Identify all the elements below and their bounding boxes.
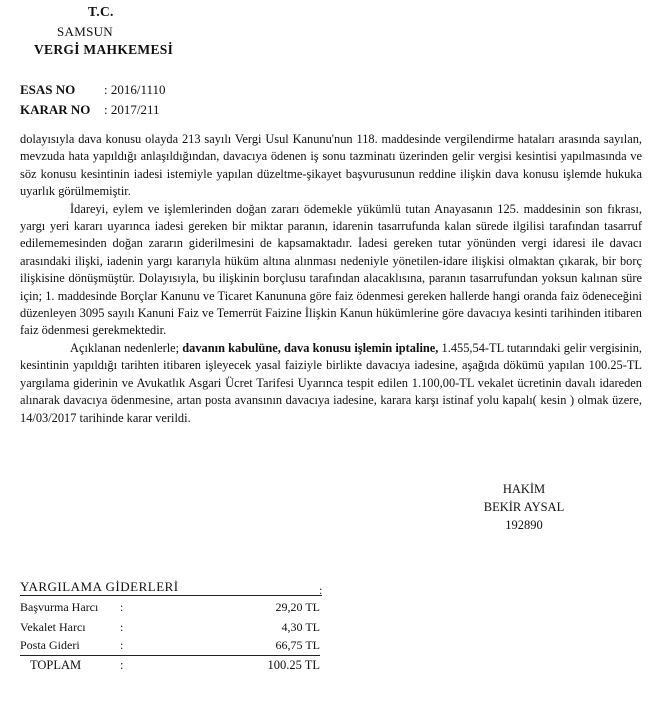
- case-esas-no: [20, 82, 166, 98]
- expense-amount: 66,75 TL: [275, 638, 320, 652]
- judge-id: 192890: [505, 518, 543, 532]
- expense-label: Başvurma Harcı: [20, 600, 99, 614]
- expense-amount: 4,30 TL: [281, 620, 320, 634]
- ruling-bold: davanın kabulüne, dava konusu işlemin iptaline,: [182, 340, 439, 355]
- header-court-name: VERGİ MAHKEMESİ: [34, 42, 174, 57]
- expense-total-row: [20, 658, 320, 675]
- header-city: SAMSUN: [57, 24, 113, 39]
- expense-row: [20, 600, 320, 617]
- header-tc: T.C.: [88, 4, 114, 19]
- body-paragraph-1: dolayısıyla dava konusu olayda 213 sayılı Vergi Usul Kanunu'nun 118. maddesinde vergilendirme hataları arasında sayılan, mevzuda hata yapıldığı anlaşıldığından, davacıya ödenen iş sonu tazminatı üzerinden gelir vergisi kesintisi yapılmasında ve söz konusu kesintinin iadesi istemiyle yapılan düzeltme-şikayet başvurusunun reddine ilişkin dava konusu işlemde hukuka uyarlık görülmemiştir.: [20, 132, 642, 199]
- total-amount: 100.25 TL: [267, 658, 320, 672]
- expense-row: [20, 620, 320, 637]
- esas-value: : 2016/1110: [104, 82, 166, 97]
- expense-label: Vekalet Harcı: [20, 620, 86, 634]
- expense-label: Posta Gideri: [20, 638, 80, 652]
- expenses-title: YARGILAMA GİDERLERİ: [20, 579, 179, 594]
- karar-value: : 2017/211: [104, 102, 160, 117]
- expense-separator: :: [120, 638, 124, 652]
- judge-name: BEKİR AYSAL: [483, 500, 565, 514]
- case-karar-no: [20, 102, 160, 118]
- ruling-details: 1.455,54-TL tutarındaki gelir vergisinin, kesintinin yapıldığı tarihten itibaren işleyecek yasal faiziyle birlikte davacıya iadesine, aşağıda dökümü yapılan 100.25-TL yargılama giderinin ve Avukatlık Asgari Ücret Tarifesi Uyarınca tespit edilen 1.100,00-TL vekalet ücretinin davalı idareden alınarak davacıya ödenmesine, artan posta avansının davacıya iadesine, karara karşı istinaf yolu kapalı( kesin ) olmak üzere, 14/03/2017 tarihinde karar verildi.: [20, 340, 642, 425]
- body-paragraph-2: İdareyi, eylem ve işlemlerinden doğan zararı ödemekle yükümlü tutan Anayasanın 125. maddesinin son fıkrası, yargı yeri kararı uyarınca iadesi gereken bir miktar paranın, idarenin tasarrufunda kalan sürede ilgilisi tarafından tasarruf edilememesinden doğan zararın giderilmesini de kapsamaktadır. İadesi gereken tutar yönünden vergi idaresi ile davacı arasındaki ilişki, iadenin yargı kararıyla hüküm altına alınması nedeniyle yönetilen-idare ilişkisi olmaktan çıkarak, bir borç ilişkisine dönüşmüştür. Dolayısıyla, bu ilişkinin borçlusu tarafından alacaklısına, paranın tasarrufundan yoksun kalınan süre için; 1. maddesinde Borçlar Kanunu ve Ticaret Kanununa göre faiz ödenmesi gereken hallerde hangi oranda faiz ödeneceğini düzenleyen 3095 sayılı Kanuni Faiz ve Temerrüt Faizine İlişkin Kanun hükümlerine göre davacıya kesinti tarihinden itibaren faiz ödenmesi gerekmektedir.: [20, 201, 642, 338]
- expenses-divider: [20, 595, 322, 596]
- body-paragraph-3: [20, 340, 642, 427]
- total-label: TOPLAM: [30, 658, 82, 672]
- expense-amount: 29,20 TL: [275, 600, 320, 614]
- judge-signature-block: [476, 480, 572, 534]
- esas-label: ESAS NO: [20, 82, 76, 97]
- total-separator: :: [120, 658, 124, 672]
- expense-separator: :: [120, 600, 124, 614]
- decision-body: [20, 131, 642, 427]
- expense-separator: :: [120, 620, 124, 634]
- expense-row: [20, 638, 320, 656]
- judge-title: HAKİM: [502, 482, 546, 496]
- expenses-title-colon: :: [319, 583, 323, 597]
- ruling-intro: Açıklanan nedenlerle;: [70, 340, 183, 355]
- karar-label: KARAR NO: [20, 102, 91, 117]
